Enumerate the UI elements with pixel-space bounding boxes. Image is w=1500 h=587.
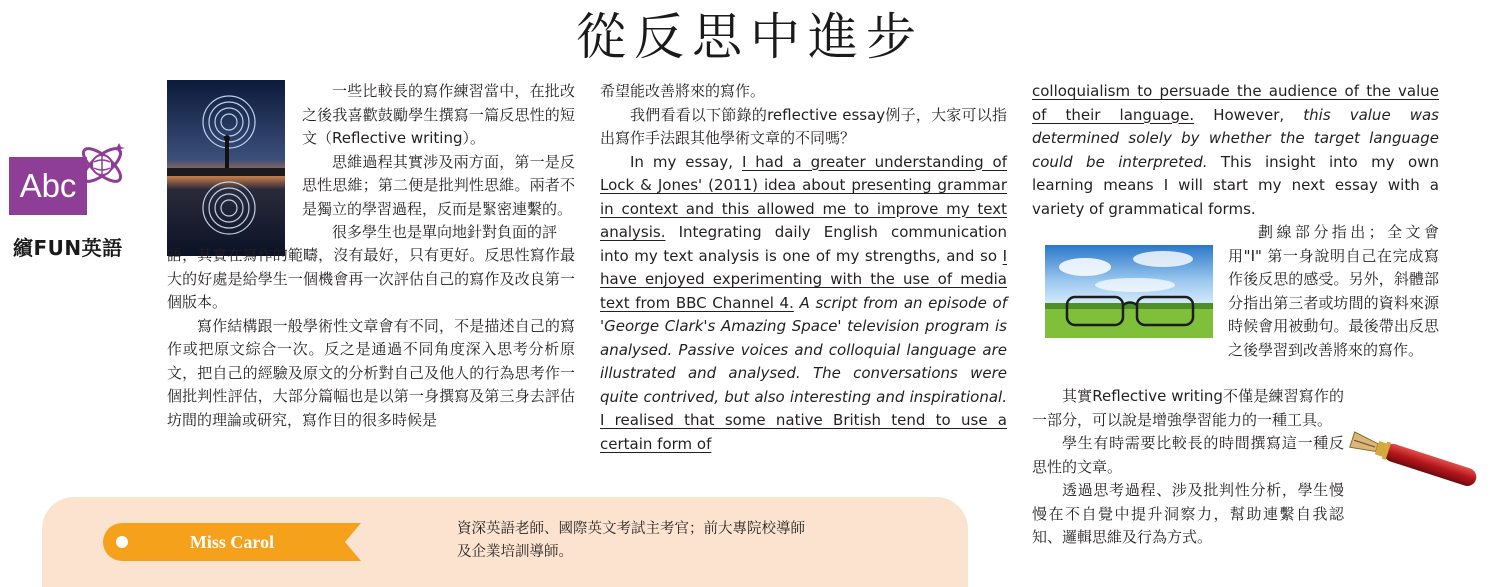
- column-1-top: [302, 80, 575, 245]
- col2-paragraph-1: 希望能改善將來的寫作。: [600, 82, 766, 100]
- col3-paragraph-4: 透過思考過程、涉及批判性分析，學生慢慢在不自覺中提升洞察力，幫助連繫自我認知、邏輯思維及行為方式。: [1032, 481, 1344, 546]
- essay-text: Integrating daily English communication into my text analysis is one of my strengths, and so: [600, 223, 1007, 265]
- column-1-bottom: [167, 244, 575, 432]
- author-bio-line-1: 資深英語老師、國際英文考試主考官；前大專院校導師: [457, 521, 805, 537]
- column-3-bottom: [1032, 385, 1344, 550]
- column-label: 繽FUN英語: [13, 236, 123, 260]
- essay-text: However,: [1194, 105, 1304, 124]
- glasses-landscape-photo: [1045, 245, 1213, 338]
- col3-paragraph-1: 劃線部分指出；全文會用"I" 第一身說明自己在完成寫作後反思的感受。另外，斜體部分指出第三者或坊間的資料來源時候會用被動句。最後帶出反思之後學習到改善將來的寫作。: [1228, 223, 1439, 359]
- col2-paragraph-2: 我們看看以下節錄的reflective essay例子，大家可以指出寫作手法跟其他學術文章的不同嗎？: [600, 105, 1007, 147]
- logo-abc-box: Abc: [9, 157, 87, 215]
- essay-underlined: I had a greater understanding of Lock & Jones' (2011) idea about presenting grammar in context and this allowed me to improve my text analysis.: [600, 152, 1008, 241]
- essay-excerpt-continued: [1032, 80, 1439, 221]
- author-bio: [457, 518, 877, 564]
- col1-paragraph-3-start: 很多學生也是單向地針對負面的評: [332, 223, 558, 241]
- fountain-pen-icon: [1345, 430, 1485, 490]
- essay-italic: A script from an episode of 'George Clark's Amazing Space' television program is analysed. Passive voices and colloquial language are illustrated and analysed. The conversations were quite contrived, but also interesting and inspirational.: [600, 293, 1007, 406]
- essay-text: This insight into my own learning means I will start my next essay with a variety of grammatical forms.: [1032, 152, 1439, 218]
- essay-excerpt: [600, 151, 1007, 457]
- essay-underlined: colloquialism to persuade the audience of the value of their language.: [1032, 82, 1439, 124]
- essay-text: In my essay,: [630, 152, 742, 171]
- author-bio-line-2: 及企業培訓導師。: [457, 544, 573, 560]
- col1-paragraph-1: 一些比較長的寫作練習當中，在批改之後我喜歡鼓勵學生撰寫一篇反思性的短文（Reflective writing）。: [302, 82, 575, 147]
- col3-paragraph-3: 學生有時需要比較長的時間撰寫這一種反思性的文章。: [1032, 434, 1344, 476]
- col1-paragraph-4: 寫作結構跟一般學術性文章會有不同，不是描述自己的寫作或把原文綜合一次。反之是通過不同角度深入思考分析原文，把自己的經驗及原文的分析對自己及他人的行為思考作一個批判性評估，大部分篇幅也是以第一身撰寫及第三身去評估坊間的理論或研究，寫作目的很多時候是: [167, 316, 575, 429]
- essay-italic: this value was determined solely by whether the target language could be interpreted.: [1032, 105, 1440, 171]
- col1-paragraph-2: 思維過程其實涉及兩方面，第一是反思性思維；第二便是批判性思維。兩者不是獨立的學習過程，反而是緊密連繫的。: [302, 152, 575, 218]
- author-name: Miss Carol: [189, 532, 275, 552]
- light-painting-photo: [167, 80, 285, 256]
- column-logo: [9, 135, 129, 265]
- page-title: 從反思中進步: [576, 8, 924, 66]
- essay-underlined: I have enjoyed experimenting with the use of media text from BBC Channel 4.: [600, 246, 1007, 312]
- column-2: [600, 80, 1007, 456]
- column-3-top: [1032, 80, 1439, 221]
- essay-underlined: I realised that some native British tend to use a certain form of: [600, 411, 1007, 453]
- column-3-side: [1228, 221, 1439, 362]
- col3-paragraph-2: 其實Reflective writing不僅是練習寫作的一部分，可以說是增強學習能力的一種工具。: [1032, 387, 1344, 429]
- col1-paragraph-3-rest: 語，其實在寫作的範疇，沒有最好，只有更好。反思性寫作最大的好處是給學生一個機會再一次評估自己的寫作及改良第一個版本。: [167, 246, 575, 311]
